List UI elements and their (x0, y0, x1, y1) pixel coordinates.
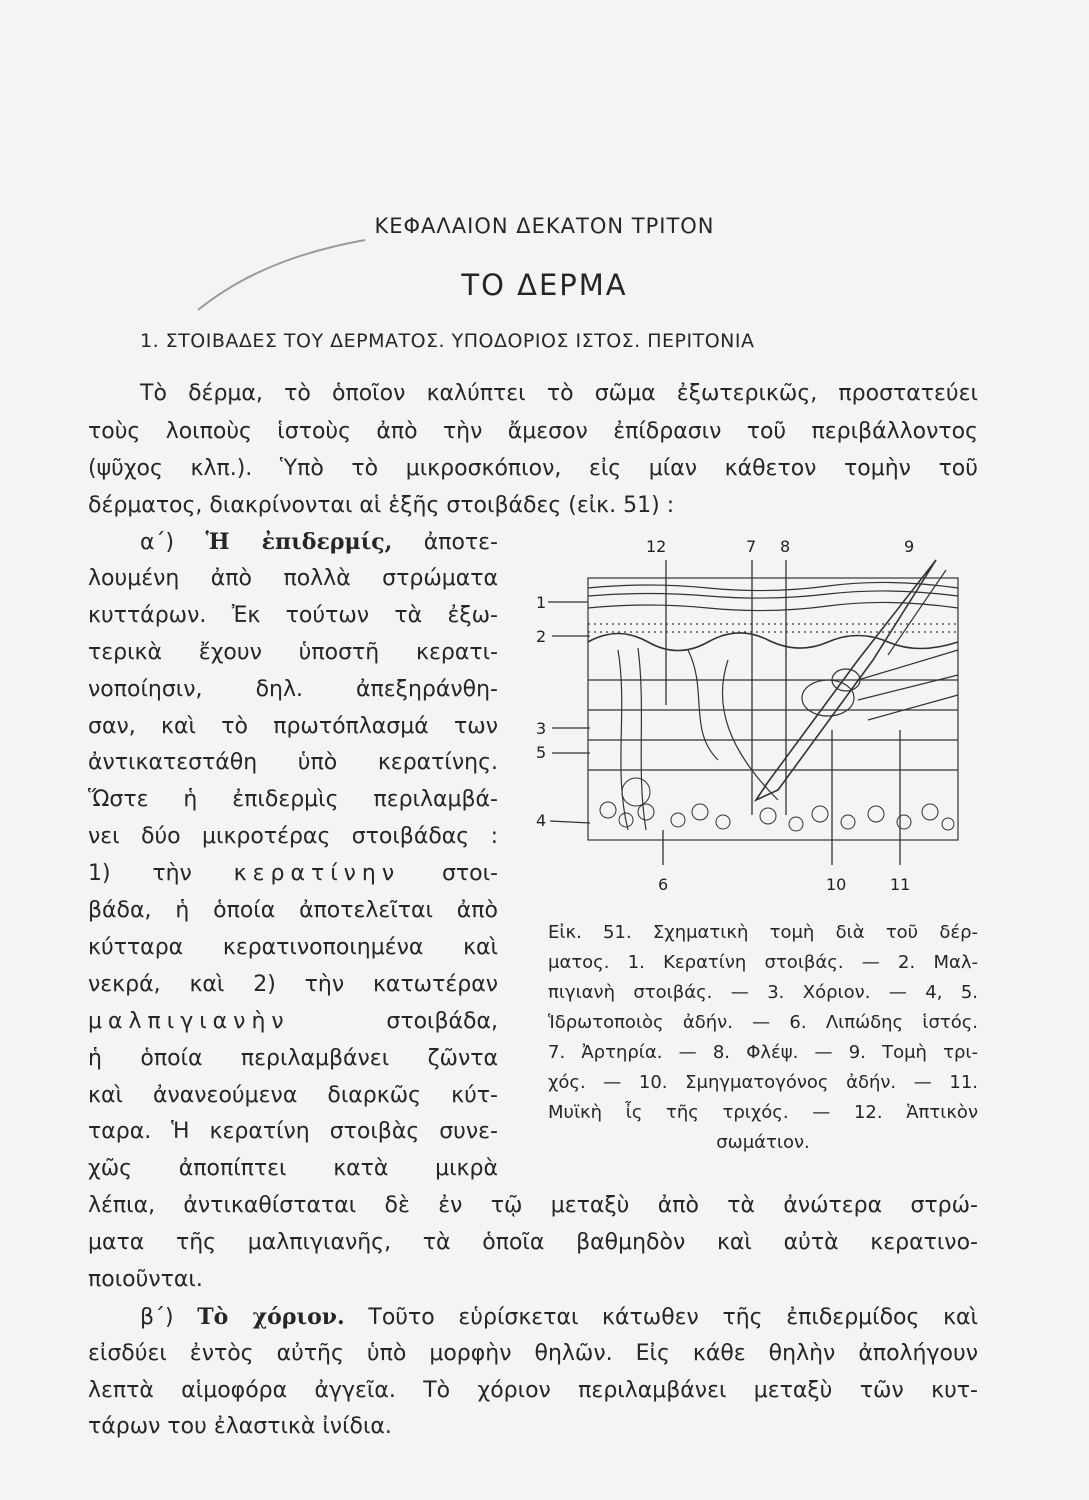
epidermis-line: λουμένη ἀπὸ πολλὰ στρώματα (88, 566, 498, 591)
label-9: 9 (904, 537, 915, 556)
label-12: 12 (646, 537, 667, 556)
label-4: 4 (536, 811, 547, 830)
epidermis-line: στοιβάδα, (386, 1009, 498, 1034)
epidermis-line: ἀποτε- (423, 530, 498, 555)
epidermis-line: σαν, καὶ τὸ πρωτόπλασμά των (88, 714, 498, 739)
intro-line-4: δέρματος, διακρίνονται αἱ ἑξῆς στοιβάδες (εἰκ. 51) : (88, 493, 675, 518)
label-3: 3 (536, 719, 547, 738)
corium-heading-line (140, 1306, 978, 1329)
caption-line: Μυϊκὴ ἶς τῆς τριχός. — 12. Ἁπτικὸν (548, 1102, 978, 1123)
corium-line: Τοῦτο εὑρίσκεται κάτωθεν τῆς ἐπιδερμίδος καὶ (368, 1305, 979, 1330)
epidermis-layer-2-line (88, 1011, 498, 1033)
section-heading: 1. ΣΤΟΙΒΑΔΕΣ ΤΟΥ ΔΕΡΜΑΤΟΣ. ΥΠΟΔΟΡΙΟΣ ΙΣΤΟΣ. ΠΕΡΙΤΟΝΙΑ (140, 330, 755, 352)
epidermis-line: κύτταρα κερατινοποιημένα καὶ (88, 935, 498, 960)
epidermis-line: 1) τὴν (88, 861, 192, 886)
caption-line: χός. — 10. Σμηγματογόνος ἀδήν. — 11. (548, 1072, 978, 1093)
label-2: 2 (536, 627, 547, 646)
epidermis-line: ταρα. Ἡ κερατίνη στοιβὰς συνε- (88, 1119, 498, 1144)
caption-line: πιγιανὴ στοιβάς. — 3. Χόριον. — 4, 5. (548, 982, 978, 1003)
label-7: 7 (746, 537, 757, 556)
epidermis-heading-line (140, 531, 498, 554)
skin-section-drawing (588, 560, 958, 840)
caption-line: σωμάτιον. (716, 1132, 810, 1153)
term-keratin: κερατίνην (233, 861, 401, 886)
epidermis-line: ἡ ὁποία περιλαμβάνει ζῶντα (88, 1046, 498, 1071)
intro-line-1: Τὸ δέρμα, τὸ ὁποῖον καλύπτει τὸ σῶμα ἐξωτερικῶς, προστατεύει (140, 381, 978, 406)
corium-label: β΄) (140, 1305, 174, 1330)
caption-line: 7. Ἀρτηρία. — 8. Φλέψ. — 9. Τομὴ τρι- (548, 1042, 978, 1063)
label-5: 5 (536, 743, 547, 762)
intro-line-3: (ψῦχος κλπ.). Ὑπὸ τὸ μικροσκόπιον, εἰς μίαν κάθετον τομὴν τοῦ (88, 456, 978, 481)
label-8: 8 (780, 537, 791, 556)
term-malpighian: μαλπιγιανὴν (88, 1009, 290, 1034)
figure-caption (548, 918, 978, 1158)
epidermis-line: ποιοῦνται. (88, 1267, 203, 1292)
corium-term: Τὸ χόριον. (197, 1304, 345, 1330)
intro-line-2: τοὺς λοιποὺς ἱστοὺς ἀπὸ τὴν ἄμεσον ἐπίδρασιν τοῦ περιβάλλοντος (88, 419, 978, 444)
epidermis-line: λέπια, ἀντικαθίσταται δὲ ἐν τῷ μεταξὺ ἀπὸ τὰ ἀνώτερα στρώ- (88, 1193, 978, 1218)
epidermis-line: Ὥστε ἡ ἐπιδερμὶς περιλαμβά- (88, 787, 498, 812)
label-11: 11 (890, 875, 911, 894)
epidermis-line: νεκρά, καὶ 2) τὴν κατωτέραν (88, 972, 498, 997)
corium-line: λεπτὰ αἱμοφόρα ἀγγεῖα. Τὸ χόριον περιλαμβάνει μεταξὺ τῶν κυτ- (88, 1378, 978, 1403)
epidermis-line: χῶς ἀποπίπτει κατὰ μικρὰ (88, 1156, 498, 1181)
corium-line: τάρων του ἐλαστικὰ ἰνίδια. (88, 1414, 392, 1439)
epidermis-line: ματα τῆς μαλπιγιανῆς, τὰ ὁποῖα βαθμηδὸν καὶ αὐτὰ κερατινο- (88, 1230, 978, 1255)
epidermis-line: νοποίησιν, δηλ. ἀπεξηράνθη- (88, 677, 498, 702)
caption-line: Ἱδρωτοποιὸς ἀδήν. — 6. Λιπώδης ἱστός. (548, 1012, 978, 1033)
caption-line: ματος. 1. Κερατίνη στοιβάς. — 2. Μαλ- (548, 952, 978, 973)
chapter-heading: ΚΕΦΑΛΑΙΟΝ ΔΕΚΑΤΟΝ ΤΡΙΤΟΝ (374, 214, 715, 238)
epidermis-layer-1-line (88, 863, 498, 885)
epidermis-line: νει δύο μικροτέρας στοιβάδας : (88, 824, 498, 849)
label-6: 6 (658, 875, 669, 894)
epidermis-line: κυττάρων. Ἐκ τούτων τὰ ἐξω- (88, 603, 498, 628)
epidermis-term: Ἡ ἐπιδερμίς, (205, 529, 393, 555)
epidermis-line: καὶ ἀνανεούμενα διαρκῶς κύτ- (88, 1083, 498, 1108)
skin-section-figure (528, 530, 968, 900)
page-title: ΤΟ ΔΕΡΜΑ (461, 268, 628, 302)
epidermis-line: τερικὰ ἔχουν ὑποστῆ κερατι- (88, 640, 498, 665)
epidermis-line: στοι- (441, 861, 498, 886)
label-1: 1 (536, 593, 547, 612)
label-10: 10 (826, 875, 847, 894)
epidermis-label: α΄) (140, 530, 175, 555)
epidermis-line: βάδα, ἡ ὁποία ἀποτελεῖται ἀπὸ (88, 898, 498, 923)
epidermis-line: ἀντικατεστάθη ὑπὸ κερατίνης. (88, 750, 498, 775)
corium-line: εἰσδύει ἐντὸς αὐτῆς ὑπὸ μορφὴν θηλῶν. Εἰς κάθε θηλὴν ἀπολήγουν (88, 1341, 978, 1366)
caption-line: Εἰκ. 51. Σχηματικὴ τομὴ διὰ τοῦ δέρ- (548, 922, 978, 943)
